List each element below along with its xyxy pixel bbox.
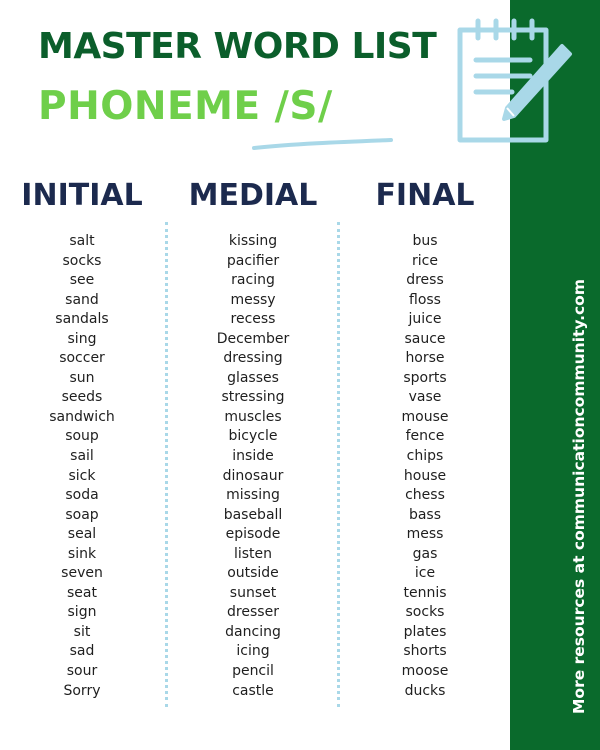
word-list-initial [0,232,167,701]
word-item: sunset [229,584,277,601]
word-item: racing [231,272,275,289]
word-item: kissing [228,233,278,249]
word-item: rice [412,252,438,269]
word-item: icing [236,643,270,660]
word-item: dress [406,272,444,289]
word-item: shorts [403,643,447,660]
word-item: glasses [227,369,279,386]
word-item: messy [230,291,276,308]
word-item: plates [403,623,447,640]
word-item: pacifier [226,252,280,269]
word-item: castle [232,682,274,699]
word-item: sandals [55,311,109,328]
column-heading-initial: INITIAL [21,178,143,213]
word-item: socks [405,604,445,621]
word-item: baseball [223,506,283,523]
page-subtitle: PHONEME /S/ [38,84,333,129]
word-item: sick [68,467,96,484]
word-item: sports [403,369,447,386]
word-item: mouse [401,408,449,425]
word-item: vase [408,389,442,406]
word-item: sink [67,545,97,562]
resources-footer: More resources at communicationcommunity.com [570,279,588,714]
word-item: chess [405,487,445,504]
word-item: moose [401,663,449,680]
word-item: bass [408,506,442,523]
page-title: MASTER WORD LIST [38,26,437,67]
word-item: juice [408,311,442,328]
word-item: dressing [223,350,283,367]
word-item: gas [412,545,438,562]
word-item: fence [405,428,445,445]
word-item: sing [67,330,97,347]
word-item: sun [69,369,95,386]
word-item: Sorry [63,682,101,699]
word-item: salt [69,233,95,249]
word-item: mess [406,526,444,543]
word-item: recess [230,311,276,328]
word-item: listen [233,545,273,562]
word-item: floss [409,291,441,308]
word-item: sandwich [49,408,115,425]
word-item: ice [414,565,436,582]
word-list-final [340,232,510,701]
word-item: seal [67,526,97,543]
word-item: December [216,330,290,347]
word-item: sail [70,448,94,465]
word-item: see [69,272,95,289]
word-item: stressing [221,389,285,406]
word-item: pencil [232,663,274,680]
word-item: dinosaur [222,467,284,484]
word-item: house [403,467,447,484]
word-item: seeds [61,389,103,406]
word-item: sand [65,291,99,308]
word-item: dancing [225,623,281,640]
column-heading-final: FINAL [375,178,475,213]
word-item: sit [73,623,91,640]
word-item: seven [61,565,103,582]
word-item: episode [225,526,281,543]
word-item: muscles [224,408,282,425]
word-item: seat [67,584,97,601]
word-item: dresser [227,604,279,621]
word-item: soda [65,487,99,504]
word-item: bus [412,233,438,249]
word-item: sad [69,643,95,660]
word-item: socks [62,252,102,269]
word-item: horse [405,350,445,367]
word-item: chips [406,448,444,465]
notepad-pencil-icon [450,18,575,148]
word-item: inside [232,448,274,465]
word-item: ducks [404,682,446,699]
word-item: bicycle [228,428,278,445]
word-item: sign [67,604,97,621]
word-item: sauce [404,330,446,347]
title-underline [250,136,395,154]
word-item: outside [227,565,279,582]
word-item: sour [66,663,98,680]
word-item: tennis [403,584,447,601]
word-list-medial [168,232,338,701]
word-item: soap [65,506,99,523]
word-item: soccer [59,350,105,367]
word-item: missing [226,487,280,504]
word-item: soup [65,428,99,445]
column-heading-medial: MEDIAL [188,178,318,213]
